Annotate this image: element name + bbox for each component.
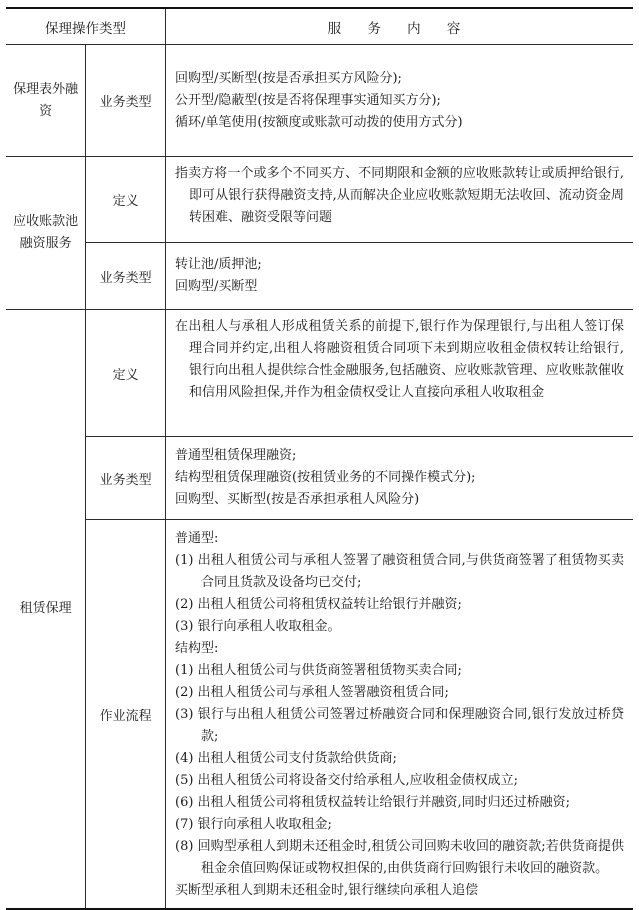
content-line: 回购型、买断型(按是否承担承租人风险分) — [175, 492, 420, 507]
table-row — [6, 45, 633, 157]
content-line: 买断型承租人到期未还租金时,银行继续向承租人追偿 — [175, 883, 479, 898]
content-line: (2) 出租人租赁公司与承租人签署融资租赁合同; — [175, 685, 449, 700]
content-line: (3) 银行与出租人租赁公司签署过桥融资合同和保理融资合同,银行发放过桥贷款; — [175, 707, 624, 744]
group-label-lease-factoring: 租赁保理 — [6, 310, 86, 910]
content-line: (7) 银行向承租人收取租金; — [175, 817, 332, 832]
sub-label: 作业流程 — [86, 520, 166, 910]
content-line: 转让池/质押池; — [175, 257, 262, 272]
table-row — [6, 157, 633, 243]
content-line: (4) 出租人租赁公司支付货款给供货商; — [175, 751, 397, 766]
content-line: (3) 银行向承租人收取租金。 — [175, 619, 341, 634]
sub-label: 业务类型 — [86, 437, 166, 520]
sub-label: 业务类型 — [86, 45, 166, 157]
sub-label: 定义 — [86, 157, 166, 243]
content-line: (8) 回购型承租人到期未还租金时,租赁公司回购未收回的融资款;若供货商提供租金余值回购保证或物权担保的,由供货商行回购银行未收回的融资款。 — [175, 839, 624, 876]
content-line: (2) 出租人租赁公司将租赁权益转让给银行并融资; — [175, 597, 462, 612]
content-cell — [166, 45, 634, 157]
content-line: (1) 出租人租赁公司与承租人签署了融资租赁合同,与供货商签署了租赁物买卖合同且货款及设备均已交付; — [175, 553, 624, 590]
content-cell — [166, 157, 634, 243]
content-cell — [166, 243, 634, 310]
header-row — [6, 8, 633, 45]
table-row — [6, 310, 633, 437]
sub-label: 定义 — [86, 310, 166, 437]
header-service-content: 服 务 内 容 — [166, 8, 634, 45]
content-text: 在出租人与承租人形成租赁关系的前提下,银行作为保理银行,与出租人签订保理合同并约定,出租人将融资租赁合同项下未到期应收租金债权转让给银行,银行向出租人提供综合性金融服务,包括融资、应收账款管理、应收账款催收和信用风险担保,并作为租金债权受让人直接向承租人收取租金 — [175, 319, 624, 400]
content-line: 结构型: — [175, 641, 219, 656]
content-line: 回购型/买断型(按是否承担买方风险分); — [175, 70, 402, 86]
content-cell — [166, 437, 634, 520]
table-row — [6, 243, 633, 310]
table-row — [6, 520, 633, 910]
content-text: 指卖方将一个或多个不同买方、不同期限和金额的应收账款转让或质押给银行,即可从银行获得融资支持,从而解决企业应收账款短期无法收回、流动资金周转困难、融资受限等问题 — [175, 166, 624, 225]
content-line: 普通型: — [175, 531, 219, 546]
group-label-receivables-pool: 应收账款池融资服务 — [6, 157, 86, 310]
content-cell — [166, 520, 634, 910]
content-line: 循环/单笔使用(按额度或账款可动拨的使用方式分) — [175, 114, 463, 130]
content-line: 回购型/买断型 — [175, 279, 258, 294]
content-line: 普通型租赁保理融资; — [175, 448, 297, 463]
group-label-off-balance: 保理表外融资 — [6, 45, 86, 157]
table-row — [6, 437, 633, 520]
sub-label: 业务类型 — [86, 243, 166, 310]
content-line: (5) 出租人租赁公司将设备交付给承租人,应收租金债权成立; — [175, 773, 519, 788]
content-cell — [166, 310, 634, 437]
content-line: 结构型租赁保理融资(按租赁业务的不同操作模式分); — [175, 470, 476, 485]
header-operation-type: 保理操作类型 — [6, 8, 166, 45]
content-line: 公开型/隐蔽型(按是否将保理事实通知买方分); — [175, 92, 441, 108]
content-line: (1) 出租人租赁公司与供货商签署租赁物买卖合同; — [175, 663, 462, 678]
factoring-table — [6, 7, 633, 910]
content-line: (6) 出租人租赁公司将租赁权益转让给银行并融资,同时归还过桥融资; — [175, 795, 571, 810]
